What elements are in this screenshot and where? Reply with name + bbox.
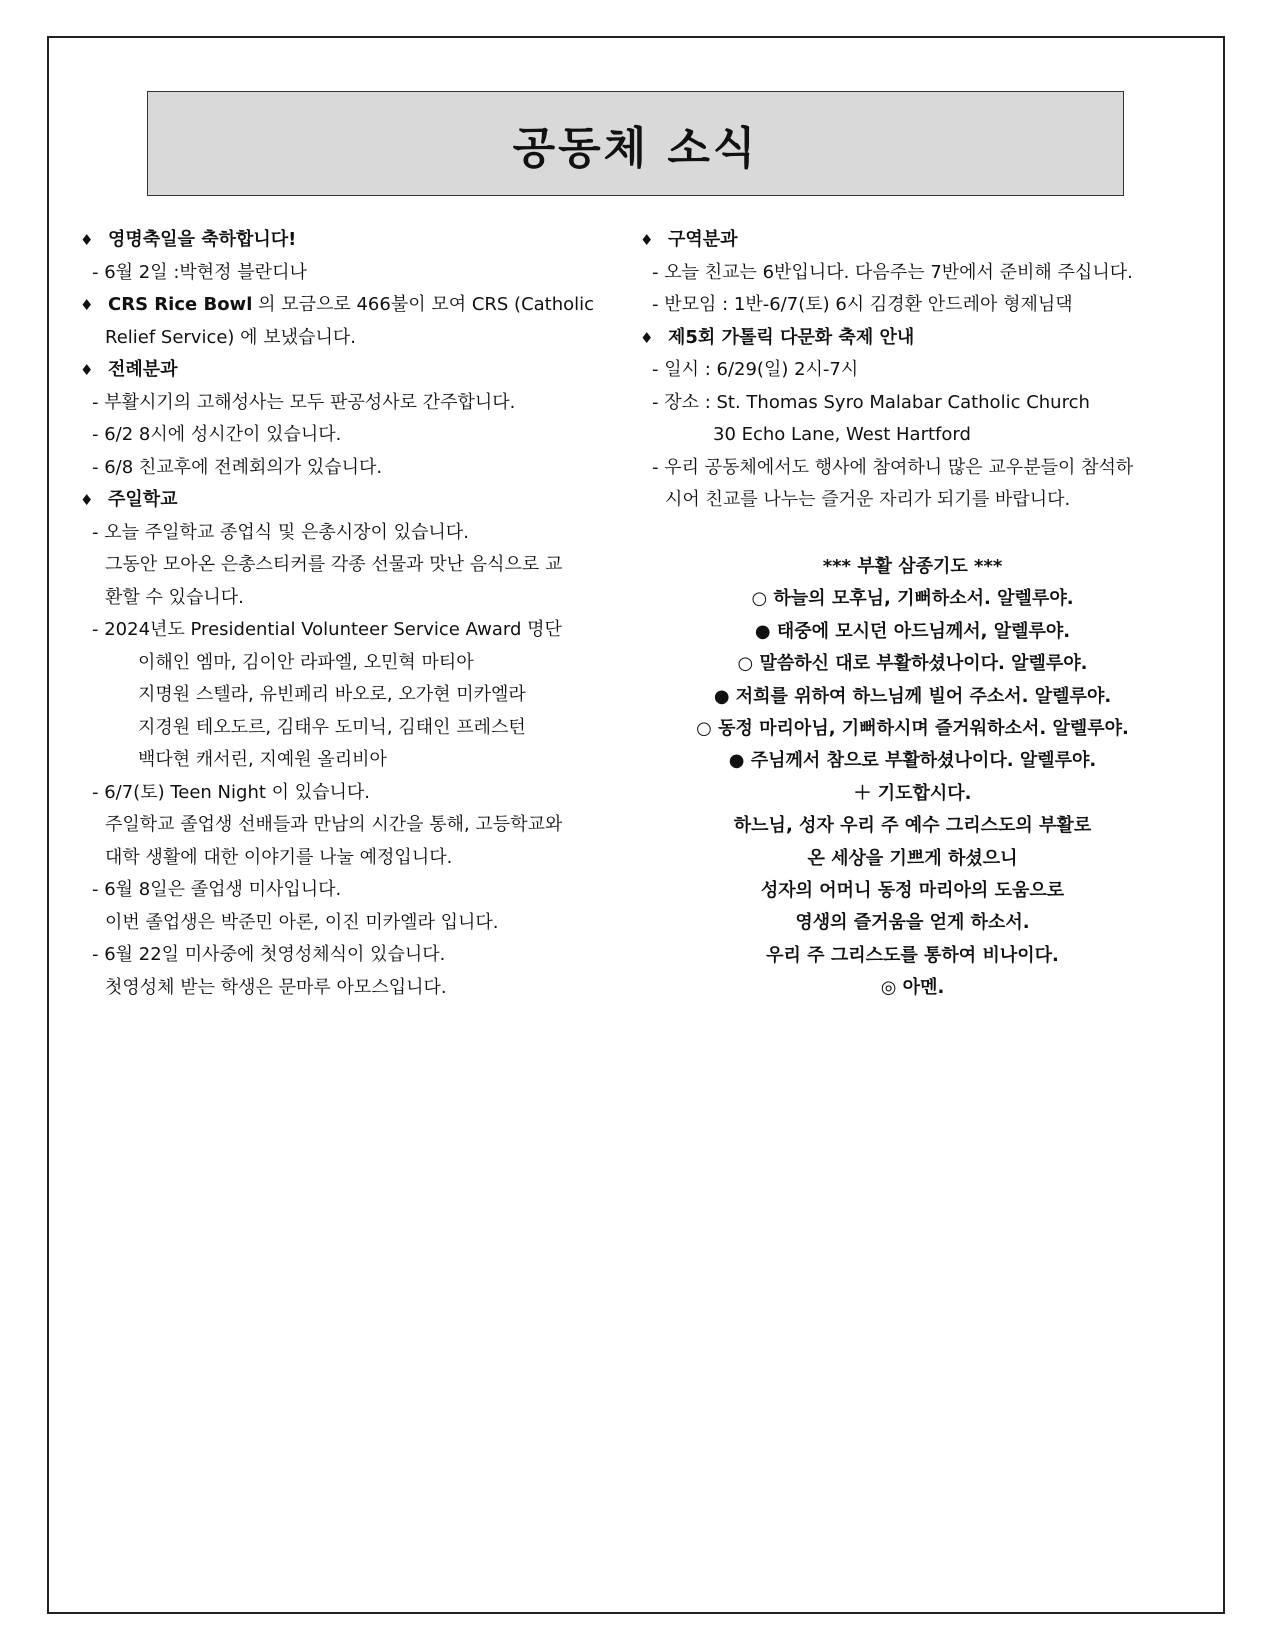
text-line: 그동안 모아온 은총스티커를 각종 선물과 맛난 음식으로 교 xyxy=(105,554,563,575)
prayer-line: ● 저희를 위하여 하느님께 빌어 주소서. 알렐루야. xyxy=(713,685,1112,707)
prayer-line: ● 주님께서 참으로 부활하셨나이다. 알렐루야. xyxy=(728,750,1097,772)
award-names-line: 백다현 캐서린, 지예원 올리비아 xyxy=(138,749,387,770)
section-title: 전례분과 xyxy=(108,359,178,380)
text-line: - 오늘 주일학교 종업식 및 은총시장이 있습니다. xyxy=(92,521,469,543)
text-line: 이번 졸업생은 박준민 아론, 이진 미카엘라 입니다. xyxy=(105,911,499,933)
prayer-line: ◎ 아멘. xyxy=(880,977,945,999)
section-title: 제5회 가톨릭 다문화 축제 안내 xyxy=(668,326,915,348)
page-title: 공동체 소식 xyxy=(512,122,759,174)
text-line: 시어 친교를 나누는 즐거운 자리가 되기를 바랍니다. xyxy=(665,489,1071,510)
diamond-bullet-icon: ♦ xyxy=(640,231,654,249)
diamond-bullet-icon: ♦ xyxy=(80,231,94,249)
prayer-title: *** 부활 삼종기도 *** xyxy=(822,556,1003,577)
regina-caeli-prayer xyxy=(640,551,1185,1005)
text-line: - 우리 공동체에서도 행사에 참여하니 많은 교우분들이 참석하 xyxy=(652,456,1134,478)
text-line: - 6/7(토) Teen Night 이 있습니다. xyxy=(92,781,371,803)
section-festival xyxy=(640,322,1185,355)
prayer-line: 온 세상을 기쁘게 하셨으니 xyxy=(807,847,1018,869)
text-line: - 2024년도 Presidential Volunteer Service Award 명단 xyxy=(92,619,562,640)
text-line: Relief Service) 에 보냈습니다. xyxy=(105,326,356,348)
award-names-line: 지경원 테오도르, 김태우 도미닉, 김태인 프레스턴 xyxy=(138,716,526,738)
left-column xyxy=(80,224,615,1004)
diamond-bullet-icon: ♦ xyxy=(640,328,654,347)
crs-title: CRS Rice Bowl xyxy=(108,294,253,315)
section-title: 구역분과 xyxy=(668,229,738,250)
section-title: 주일학교 xyxy=(108,489,178,510)
text-line: - 6월 22일 미사중에 첫영성체식이 있습니다. xyxy=(92,944,446,965)
title-banner xyxy=(147,91,1124,196)
prayer-line: ● 태중에 모시던 아드님께서, 알렐루야. xyxy=(754,620,1071,642)
crs-text: 의 모금으로 466불이 모여 CRS (Catholic xyxy=(252,294,595,315)
right-column xyxy=(640,224,1185,517)
text-line: - 6/2 8시에 성시간이 있습니다. xyxy=(92,424,342,445)
diamond-bullet-icon: ♦ xyxy=(80,491,94,509)
section-crs xyxy=(80,289,615,322)
text-line: 환할 수 있습니다. xyxy=(105,586,244,608)
address-line: 30 Echo Lane, West Hartford xyxy=(713,424,971,445)
prayer-line: ＋ 기도합시다. xyxy=(853,782,972,804)
section-district xyxy=(640,224,1185,257)
text-line: - 일시 : 6/29(일) 2시-7시 xyxy=(652,359,859,380)
prayer-line: 영생의 즐거움을 얻게 하소서. xyxy=(795,912,1030,934)
diamond-bullet-icon: ♦ xyxy=(80,361,94,379)
text-line: - 6월 8일은 졸업생 미사입니다. xyxy=(92,879,342,900)
text-line: - 부활시기의 고해성사는 모두 판공성사로 간주합니다. xyxy=(92,391,516,413)
section-feast-day xyxy=(80,224,615,257)
text-line: - 오늘 친교는 6반입니다. 다음주는 7반에서 준비해 주십니다. xyxy=(652,261,1133,283)
text-line: - 6/8 친교후에 전례회의가 있습니다. xyxy=(92,456,383,478)
text-line: 대학 생활에 대한 이야기를 나눌 예정입니다. xyxy=(105,846,453,868)
prayer-line: 하느님, 성자 우리 주 예수 그리스도의 부활로 xyxy=(733,815,1092,837)
text-line: - 6월 2일 :박현정 블란디나 xyxy=(92,261,307,283)
text-line: - 장소 : St. Thomas Syro Malabar Catholic Church xyxy=(652,391,1090,413)
award-names-line: 이해인 엠마, 김이안 라파엘, 오민혁 마티아 xyxy=(138,651,474,673)
diamond-bullet-icon: ♦ xyxy=(80,296,94,314)
prayer-line: ○ 말씀하신 대로 부활하셨나이다. 알렐루야. xyxy=(737,653,1088,675)
prayer-line: 우리 주 그리스도를 통하여 비나이다. xyxy=(766,944,1059,966)
prayer-line: ○ 동정 마리아님, 기뻐하시며 즐거워하소서. 알렐루야. xyxy=(696,718,1129,740)
text-line: 주일학교 졸업생 선배들과 만남의 시간을 통해, 고등학교와 xyxy=(105,814,563,835)
text-line: 첫영성체 받는 학생은 문마루 아모스입니다. xyxy=(105,976,447,998)
prayer-line: ○ 하늘의 모후님, 기뻐하소서. 알렐루야. xyxy=(751,588,1074,610)
award-names-line: 지명원 스텔라, 유빈페리 바오로, 오가현 미카엘라 xyxy=(138,684,526,705)
text-line: - 반모임 : 1반-6/7(토) 6시 김경환 안드레아 형제님댁 xyxy=(652,294,1073,315)
prayer-line: 성자의 어머니 동정 마리아의 도움으로 xyxy=(760,880,1065,902)
section-sunday-school xyxy=(80,484,615,517)
section-title: 영명축일을 축하합니다! xyxy=(108,229,297,250)
section-liturgy xyxy=(80,354,615,387)
